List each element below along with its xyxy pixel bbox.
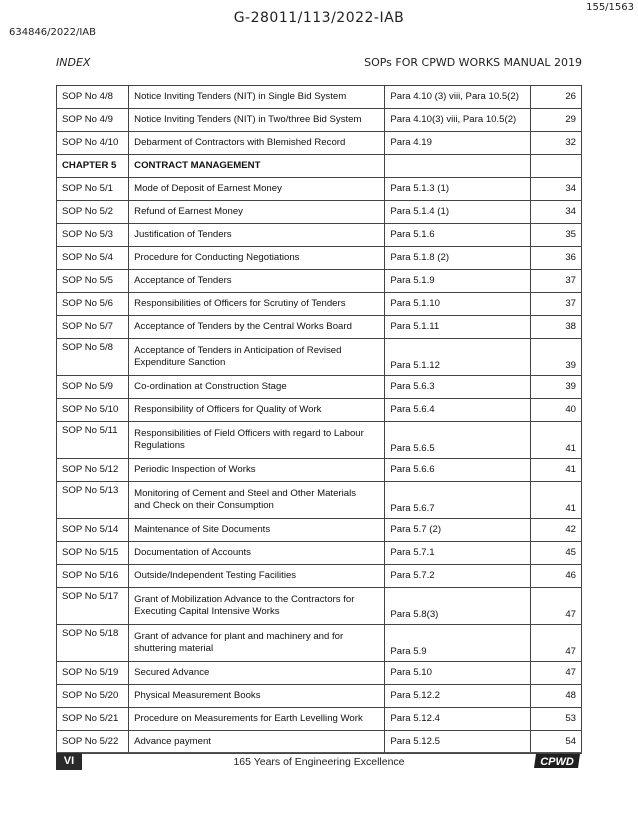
index-table [56, 85, 582, 754]
footer-tagline: 165 Years of Engineering Excellence [233, 756, 405, 768]
sop-title-line: Expenditure Sanction [134, 357, 226, 368]
sop-title-cell [129, 588, 385, 625]
sop-number-cell: SOP No 5/4 [57, 247, 129, 270]
table-row [57, 293, 582, 316]
para-reference-cell: Para 5.6.7 [385, 482, 530, 519]
page-number-cell: 47 [530, 588, 581, 625]
sop-title-cell: Responsibility of Officers for Quality of Work [129, 399, 385, 422]
sop-title-line: Acceptance of Tenders in Anticipation of Revised [134, 345, 342, 356]
sop-number-cell: SOP No 5/19 [57, 662, 129, 685]
para-reference-cell: Para 5.1.9 [385, 270, 530, 293]
page-number-cell: 47 [530, 625, 581, 662]
sop-title-cell [129, 625, 385, 662]
sop-title-cell: Refund of Earnest Money [129, 201, 385, 224]
sop-number-cell: SOP No 5/21 [57, 708, 129, 731]
page-number-cell: 37 [530, 270, 581, 293]
table-row [57, 339, 582, 376]
sop-title-cell: Outside/Independent Testing Facilities [129, 565, 385, 588]
document-code: 634846/2022/IAB [9, 27, 97, 38]
para-reference-cell: Para 5.7.1 [385, 542, 530, 565]
table-row [57, 565, 582, 588]
page-number-cell: 37 [530, 293, 581, 316]
page-number-cell: 41 [530, 459, 581, 482]
para-reference-cell: Para 5.6.4 [385, 399, 530, 422]
sop-title-cell: Notice Inviting Tenders (NIT) in Two/three Bid System [129, 109, 385, 132]
table-row [57, 399, 582, 422]
sop-title-cell: Secured Advance [129, 662, 385, 685]
para-reference-cell: Para 5.6.5 [385, 422, 530, 459]
section-label: INDEX [56, 56, 91, 69]
sop-title-cell: Acceptance of Tenders by the Central Works Board [129, 316, 385, 339]
para-reference-cell: Para 5.8(3) [385, 588, 530, 625]
sop-number-cell: SOP No 5/7 [57, 316, 129, 339]
sop-title-line: Grant of Mobilization Advance to the Contractors for [134, 594, 355, 605]
para-reference-cell: Para 5.10 [385, 662, 530, 685]
sop-title-cell: Documentation of Accounts [129, 542, 385, 565]
sop-title-cell: Advance payment [129, 731, 385, 754]
sop-title-line: Grant of advance for plant and machinery and for [134, 631, 344, 642]
sop-title-cell [129, 482, 385, 519]
para-reference-cell: Para 5.1.10 [385, 293, 530, 316]
table-row [57, 132, 582, 155]
para-reference-cell: Para 5.1.3 (1) [385, 178, 530, 201]
sop-number-cell: SOP No 5/9 [57, 376, 129, 399]
table-row [57, 625, 582, 662]
page-number-cell: 32 [530, 132, 581, 155]
table-row [57, 422, 582, 459]
sop-number-cell: CHAPTER 5 [57, 155, 129, 178]
para-reference-cell: Para 5.1.12 [385, 339, 530, 376]
page-number-cell: 29 [530, 109, 581, 132]
para-reference-cell: Para 4.10 (3) viii, Para 10.5(2) [385, 86, 530, 109]
page-counter: 155/1563 [586, 2, 634, 13]
sop-title-cell: CONTRACT MANAGEMENT [129, 155, 385, 178]
sop-number-cell: SOP No 5/13 [57, 482, 129, 519]
table-row [57, 731, 582, 754]
sop-number-cell: SOP No 5/2 [57, 201, 129, 224]
para-reference-cell: Para 4.19 [385, 132, 530, 155]
sop-number-cell: SOP No 5/22 [57, 731, 129, 754]
page-number-cell: 54 [530, 731, 581, 754]
sop-title-cell: Debarment of Contractors with Blemished Record [129, 132, 385, 155]
page-number-cell: 26 [530, 86, 581, 109]
sop-title-line: shuttering material [134, 643, 214, 654]
table-row [57, 519, 582, 542]
sop-number-cell: SOP No 5/16 [57, 565, 129, 588]
sop-number-cell: SOP No 5/10 [57, 399, 129, 422]
para-reference-cell: Para 5.1.6 [385, 224, 530, 247]
para-reference-cell [385, 155, 530, 178]
table-row [57, 662, 582, 685]
sop-title-cell: Co-ordination at Construction Stage [129, 376, 385, 399]
sop-title-cell [129, 339, 385, 376]
sop-number-cell: SOP No 5/15 [57, 542, 129, 565]
sop-number-cell: SOP No 5/12 [57, 459, 129, 482]
page-number-cell: 41 [530, 482, 581, 519]
page-number-badge: VI [56, 753, 82, 770]
table-row [57, 316, 582, 339]
para-reference-cell: Para 5.9 [385, 625, 530, 662]
para-reference-cell: Para 5.12.4 [385, 708, 530, 731]
page-number-cell: 40 [530, 399, 581, 422]
sop-title-cell: Justification of Tenders [129, 224, 385, 247]
table-row [57, 247, 582, 270]
table-row [57, 109, 582, 132]
para-reference-cell: Para 5.6.3 [385, 376, 530, 399]
page-number-cell: 34 [530, 201, 581, 224]
table-row [57, 376, 582, 399]
file-number: G-28011/113/2022-IAB [233, 10, 405, 26]
page-number-cell: 42 [530, 519, 581, 542]
table-row [57, 542, 582, 565]
table-row [57, 588, 582, 625]
sop-title-cell: Acceptance of Tenders [129, 270, 385, 293]
page-number-cell [530, 155, 581, 178]
page-number-cell: 45 [530, 542, 581, 565]
sop-number-cell: SOP No 4/10 [57, 132, 129, 155]
sop-number-cell: SOP No 5/17 [57, 588, 129, 625]
sop-title-cell: Physical Measurement Books [129, 685, 385, 708]
page-number-cell: 48 [530, 685, 581, 708]
manual-title: SOPs FOR CPWD WORKS MANUAL 2019 [364, 56, 582, 69]
sop-title-cell: Procedure on Measurements for Earth Levelling Work [129, 708, 385, 731]
sop-number-cell: SOP No 5/14 [57, 519, 129, 542]
table-row [57, 178, 582, 201]
sop-title-cell: Periodic Inspection of Works [129, 459, 385, 482]
sop-number-cell: SOP No 5/18 [57, 625, 129, 662]
sop-number-cell: SOP No 5/3 [57, 224, 129, 247]
table-row [57, 270, 582, 293]
para-reference-cell: Para 5.7 (2) [385, 519, 530, 542]
sop-title-cell: Maintenance of Site Documents [129, 519, 385, 542]
page-number-cell: 36 [530, 247, 581, 270]
sop-title-cell: Notice Inviting Tenders (NIT) in Single Bid System [129, 86, 385, 109]
footer-divider [56, 752, 582, 753]
table-row [57, 708, 582, 731]
para-reference-cell: Para 5.12.5 [385, 731, 530, 754]
para-reference-cell: Para 5.1.8 (2) [385, 247, 530, 270]
logo-text: CPWD [540, 756, 574, 768]
page-number-cell: 47 [530, 662, 581, 685]
cpwd-logo [532, 752, 582, 770]
para-reference-cell: Para 5.1.11 [385, 316, 530, 339]
page-number-cell: 46 [530, 565, 581, 588]
table-row [57, 201, 582, 224]
table-row [57, 224, 582, 247]
para-reference-cell: Para 5.12.2 [385, 685, 530, 708]
page-number-cell: 39 [530, 376, 581, 399]
chapter-row [57, 155, 582, 178]
page-number-cell: 39 [530, 339, 581, 376]
table-row [57, 685, 582, 708]
sop-number-cell: SOP No 5/6 [57, 293, 129, 316]
page-number-cell: 53 [530, 708, 581, 731]
page-number-cell: 41 [530, 422, 581, 459]
sop-title-cell [129, 422, 385, 459]
sop-title-line: Regulations [134, 440, 185, 451]
sop-number-cell: SOP No 4/9 [57, 109, 129, 132]
para-reference-cell: Para 5.6.6 [385, 459, 530, 482]
table-row [57, 482, 582, 519]
sop-title-line: Monitoring of Cement and Steel and Other Materials [134, 488, 356, 499]
page-number-cell: 34 [530, 178, 581, 201]
sop-title-line: Executing Capital Intensive Works [134, 606, 280, 617]
sop-number-cell: SOP No 5/20 [57, 685, 129, 708]
table-row [57, 459, 582, 482]
sop-title-cell: Responsibilities of Officers for Scrutiny of Tenders [129, 293, 385, 316]
sop-number-cell: SOP No 5/5 [57, 270, 129, 293]
sop-title-line: and Check on their Consumption [134, 500, 274, 511]
para-reference-cell: Para 5.7.2 [385, 565, 530, 588]
sop-number-cell: SOP No 5/11 [57, 422, 129, 459]
sop-title-line: Responsibilities of Field Officers with regard to Labour [134, 428, 364, 439]
para-reference-cell: Para 4.10(3) viii, Para 10.5(2) [385, 109, 530, 132]
sop-number-cell: SOP No 5/1 [57, 178, 129, 201]
para-reference-cell: Para 5.1.4 (1) [385, 201, 530, 224]
sop-title-cell: Procedure for Conducting Negotiations [129, 247, 385, 270]
table-row [57, 86, 582, 109]
page-number-cell: 38 [530, 316, 581, 339]
page-number-cell: 35 [530, 224, 581, 247]
sop-number-cell: SOP No 4/8 [57, 86, 129, 109]
sop-title-cell: Mode of Deposit of Earnest Money [129, 178, 385, 201]
sop-number-cell: SOP No 5/8 [57, 339, 129, 376]
